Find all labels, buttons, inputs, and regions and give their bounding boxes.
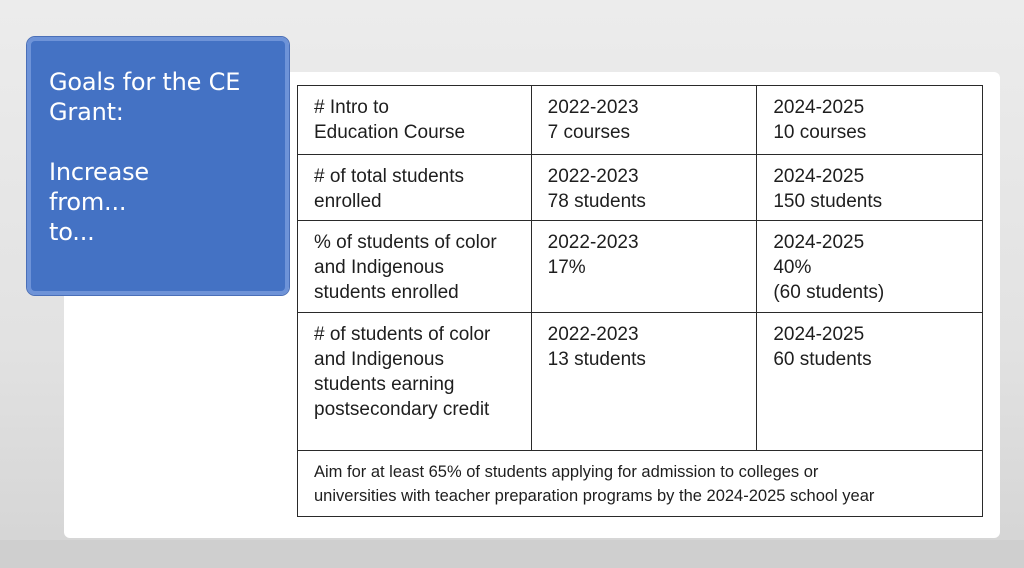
metric-label: and Indigenous <box>314 349 444 370</box>
baseline-value: 17% <box>547 257 586 278</box>
background-band <box>0 540 1024 568</box>
target-year: 2024-2025 <box>773 232 865 253</box>
title-line: Grant: <box>49 98 124 126</box>
title-line: Goals for the CE <box>49 68 241 96</box>
table-row <box>298 86 983 155</box>
metric-label-cell <box>298 313 532 451</box>
subtitle-line: to... <box>49 218 95 246</box>
target-cell <box>757 86 983 155</box>
metric-label: # of students of color <box>314 324 491 345</box>
baseline-cell <box>531 313 757 451</box>
goals-title-box <box>27 37 289 295</box>
target-value: 150 students <box>773 191 883 212</box>
target-cell <box>757 313 983 451</box>
table-row <box>298 155 983 221</box>
subtitle-line: Increase <box>49 158 149 186</box>
target-cell <box>757 155 983 221</box>
metric-label: Education Course <box>314 122 466 143</box>
metric-label: % of students of color <box>314 232 497 253</box>
goals-table <box>297 85 983 517</box>
table-row <box>298 451 983 517</box>
metric-label-cell <box>298 86 532 155</box>
baseline-year: 2022-2023 <box>547 232 639 253</box>
table-row <box>298 221 983 313</box>
target-year: 2024-2025 <box>773 324 865 345</box>
metric-label: postsecondary credit <box>314 399 490 420</box>
subtitle-line: from... <box>49 188 127 216</box>
baseline-cell <box>531 155 757 221</box>
aim-text: universities with teacher preparation programs by the 2024-2025 school year <box>314 487 875 505</box>
metric-label: enrolled <box>314 191 382 212</box>
aim-footer-cell <box>298 451 983 517</box>
baseline-value: 13 students <box>547 349 646 370</box>
baseline-value: 7 courses <box>547 122 631 143</box>
target-cell <box>757 221 983 313</box>
target-value: 40% <box>773 257 812 278</box>
target-year: 2024-2025 <box>773 166 865 187</box>
metric-label-cell <box>298 155 532 221</box>
baseline-year: 2022-2023 <box>547 324 639 345</box>
baseline-value: 78 students <box>547 191 646 212</box>
metric-label: # of total students <box>314 166 464 187</box>
baseline-cell <box>531 221 757 313</box>
baseline-cell <box>531 86 757 155</box>
aim-text: Aim for at least 65% of students applying for admission to colleges or <box>314 463 819 481</box>
baseline-year: 2022-2023 <box>547 166 639 187</box>
metric-label: students earning <box>314 374 455 395</box>
spacer <box>49 127 271 157</box>
metric-label: and Indigenous <box>314 257 444 278</box>
metric-label: students enrolled <box>314 282 459 303</box>
metric-label-cell <box>298 221 532 313</box>
target-value: 10 courses <box>773 122 867 143</box>
metric-label: # Intro to <box>314 97 389 118</box>
baseline-year: 2022-2023 <box>547 97 639 118</box>
target-value: 60 students <box>773 349 872 370</box>
target-value-note: (60 students) <box>773 282 885 303</box>
table-row <box>298 313 983 451</box>
target-year: 2024-2025 <box>773 97 865 118</box>
